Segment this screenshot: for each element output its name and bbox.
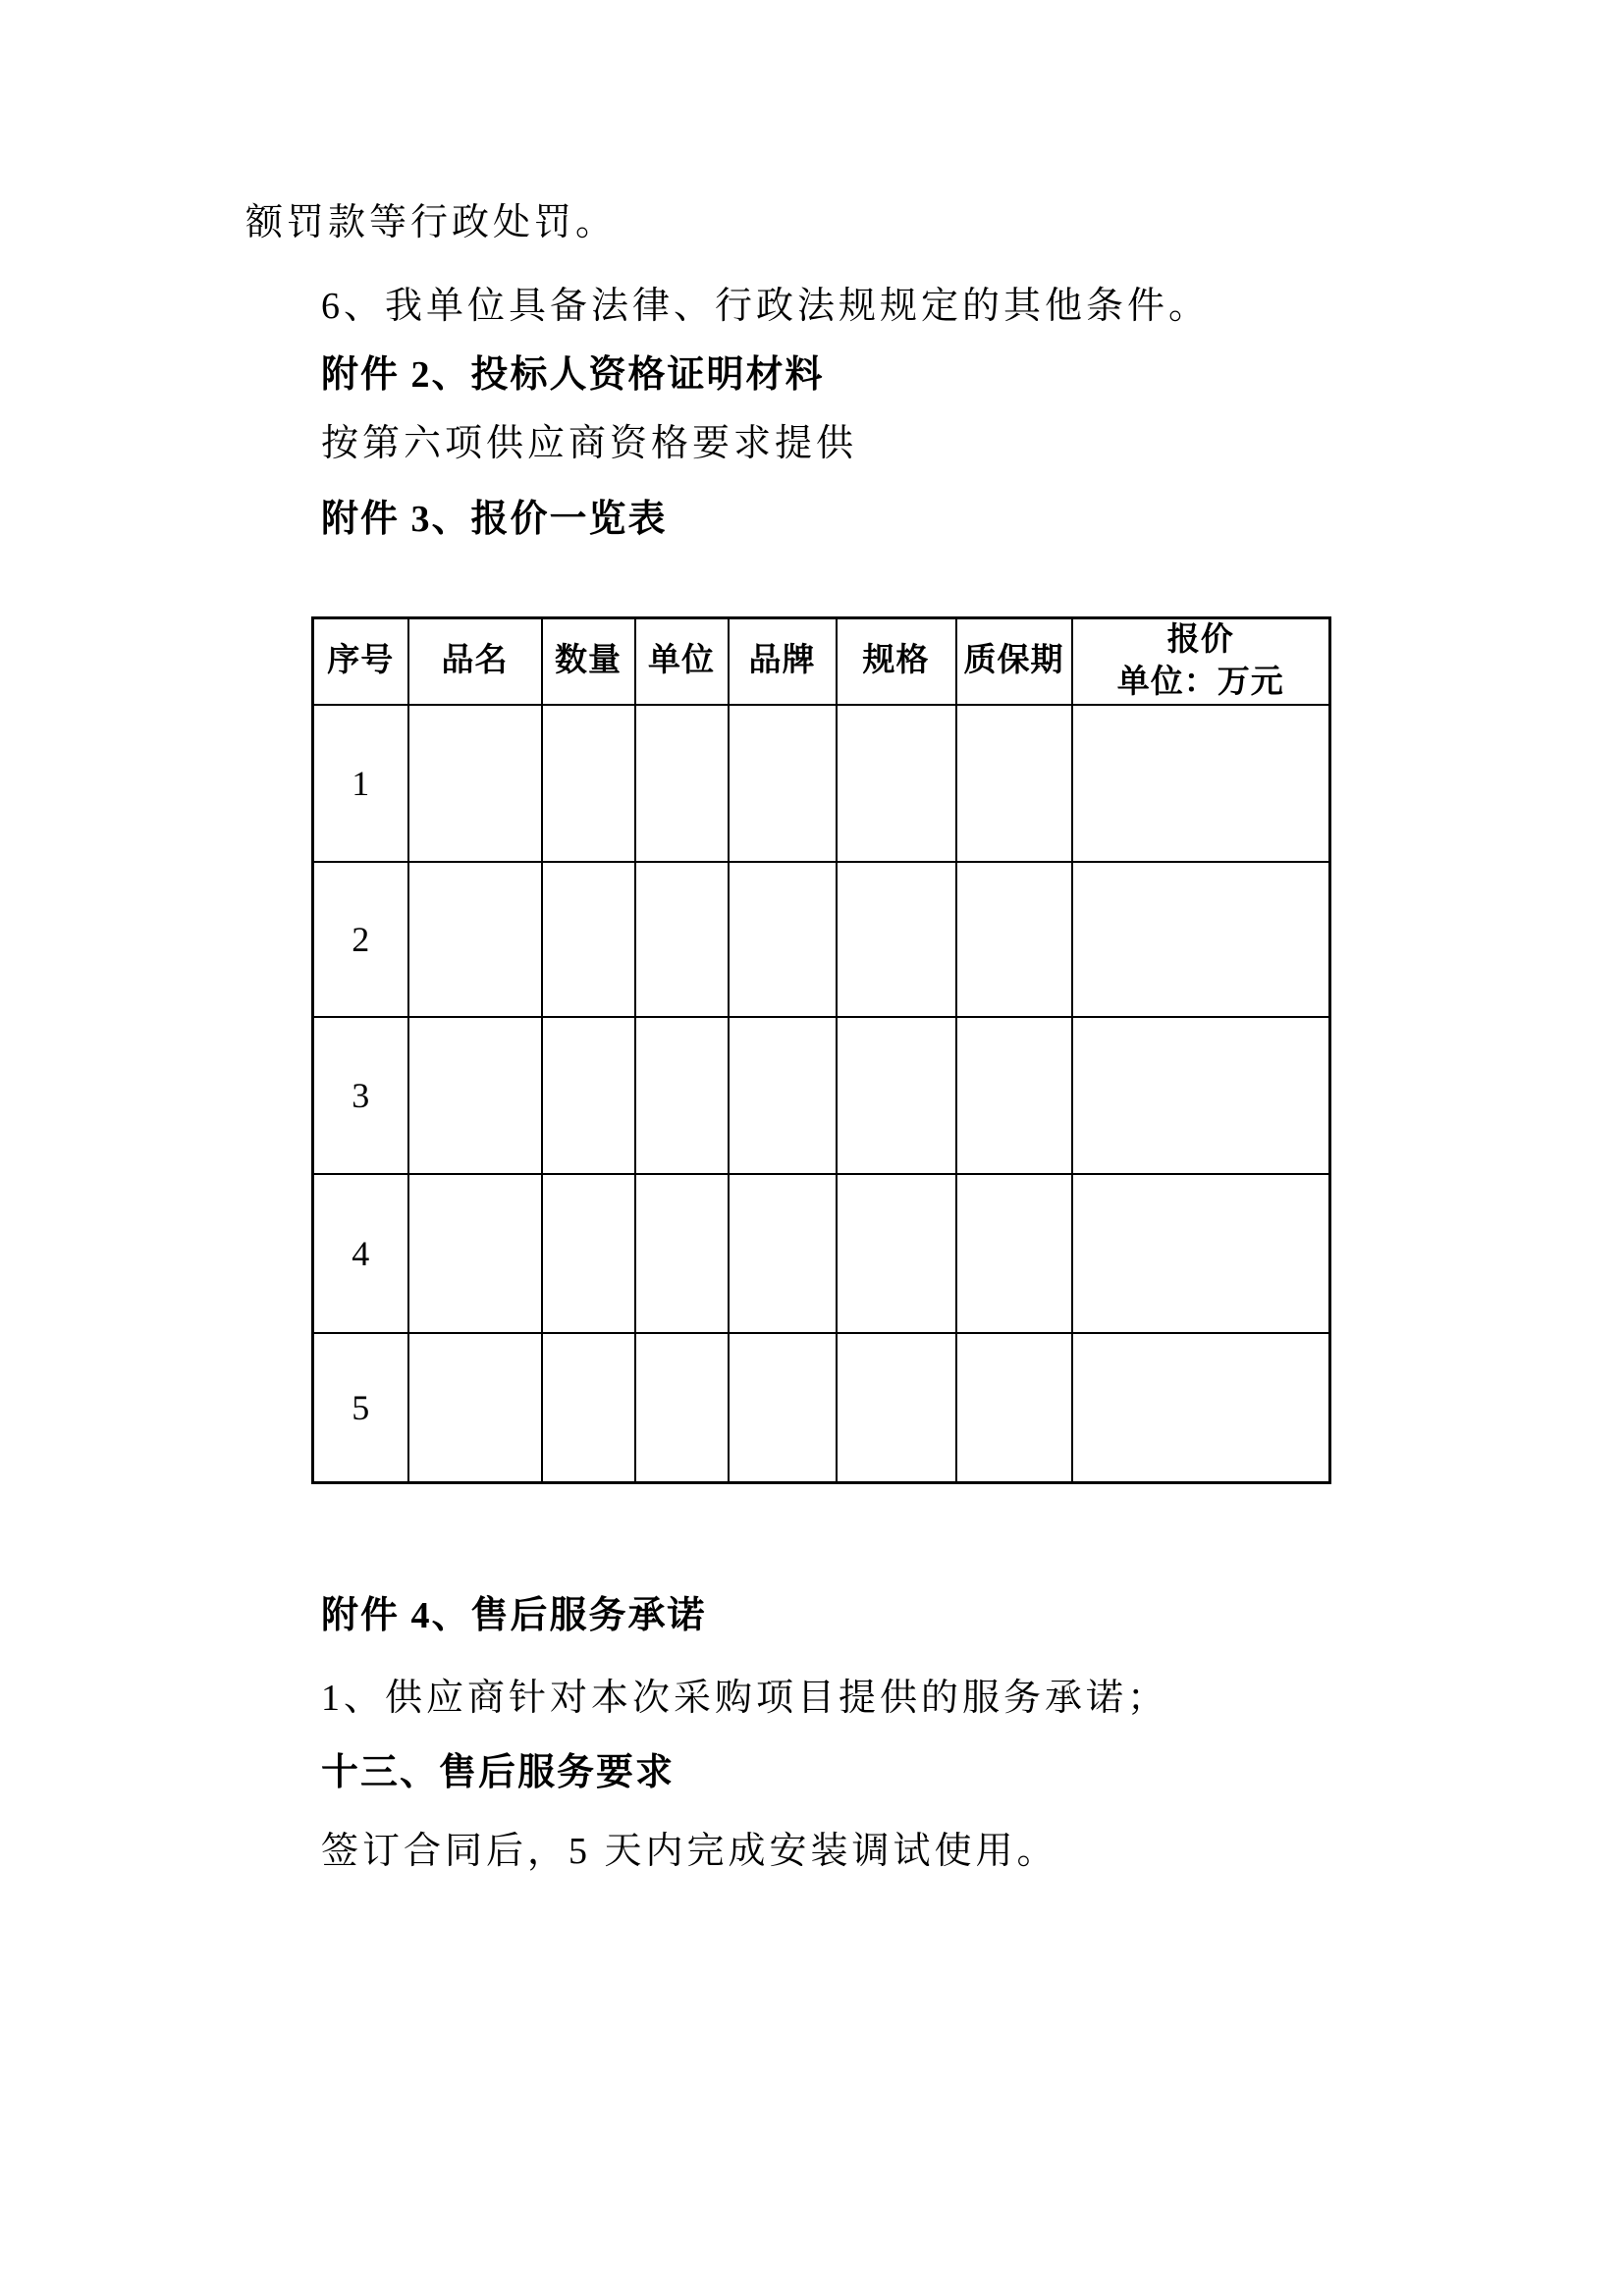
- cell-name: [408, 862, 542, 1017]
- header-seq: 序号: [313, 618, 408, 705]
- attachment2-heading: 附件 2、投标人资格证明材料: [321, 354, 825, 396]
- cell-seq: 5: [313, 1333, 408, 1483]
- paragraph-item6: 6、我单位具备法律、行政法规规定的其他条件。: [321, 286, 1211, 327]
- table-row: [313, 1017, 1330, 1174]
- cell-brand: [729, 705, 837, 862]
- cell-price: [1072, 705, 1330, 862]
- cell-spec: [837, 705, 956, 862]
- cell-spec: [837, 1174, 956, 1333]
- header-unit: 单位: [635, 618, 729, 705]
- header-spec: 规格: [837, 618, 956, 705]
- section13-heading: 十三、售后服务要求: [321, 1752, 676, 1793]
- cell-seq: 2: [313, 862, 408, 1017]
- cell-qty: [542, 1333, 635, 1483]
- cell-warranty: [956, 705, 1072, 862]
- cell-unit: [635, 705, 729, 862]
- cell-brand: [729, 862, 837, 1017]
- quote-table: [311, 616, 1331, 1484]
- table-row: [313, 862, 1330, 1017]
- cell-seq: 4: [313, 1174, 408, 1333]
- cell-brand: [729, 1174, 837, 1333]
- attachment4-item1: 1、供应商针对本次采购项目提供的服务承诺；: [321, 1678, 1169, 1719]
- cell-seq: 1: [313, 705, 408, 862]
- cell-seq: 3: [313, 1017, 408, 1174]
- cell-price: [1072, 862, 1330, 1017]
- table-row: [313, 1333, 1330, 1483]
- paragraph-continuation: 额罚款等行政处罚。: [245, 202, 618, 243]
- cell-price: [1072, 1333, 1330, 1483]
- cell-unit: [635, 1017, 729, 1174]
- cell-qty: [542, 862, 635, 1017]
- cell-unit: [635, 1333, 729, 1483]
- header-brand: 品牌: [729, 618, 837, 705]
- cell-spec: [837, 1333, 956, 1483]
- cell-price: [1072, 1017, 1330, 1174]
- attachment3-heading: 附件 3、报价一览表: [321, 499, 668, 540]
- cell-warranty: [956, 1333, 1072, 1483]
- cell-name: [408, 1174, 542, 1333]
- header-qty: 数量: [542, 618, 635, 705]
- table-header-row: [313, 618, 1330, 705]
- header-warranty: 质保期: [956, 618, 1072, 705]
- header-price-line1: 报价: [1166, 622, 1234, 658]
- section13-body: 签订合同后，5 天内完成安装调试使用。: [321, 1831, 1058, 1872]
- cell-name: [408, 705, 542, 862]
- cell-warranty: [956, 1017, 1072, 1174]
- attachment4-heading: 附件 4、售后服务承诺: [321, 1595, 707, 1636]
- cell-warranty: [956, 1174, 1072, 1333]
- table-row: [313, 1174, 1330, 1333]
- cell-qty: [542, 1017, 635, 1174]
- cell-spec: [837, 862, 956, 1017]
- header-price: [1072, 618, 1330, 705]
- cell-name: [408, 1333, 542, 1483]
- cell-price: [1072, 1174, 1330, 1333]
- cell-warranty: [956, 862, 1072, 1017]
- header-name: 品名: [408, 618, 542, 705]
- cell-unit: [635, 862, 729, 1017]
- cell-name: [408, 1017, 542, 1174]
- table-row: [313, 705, 1330, 862]
- attachment2-body: 按第六项供应商资格要求提供: [321, 423, 858, 464]
- cell-qty: [542, 1174, 635, 1333]
- cell-unit: [635, 1174, 729, 1333]
- header-price-line2: 单位：万元: [1116, 664, 1284, 700]
- cell-spec: [837, 1017, 956, 1174]
- cell-brand: [729, 1017, 837, 1174]
- cell-brand: [729, 1333, 837, 1483]
- cell-qty: [542, 705, 635, 862]
